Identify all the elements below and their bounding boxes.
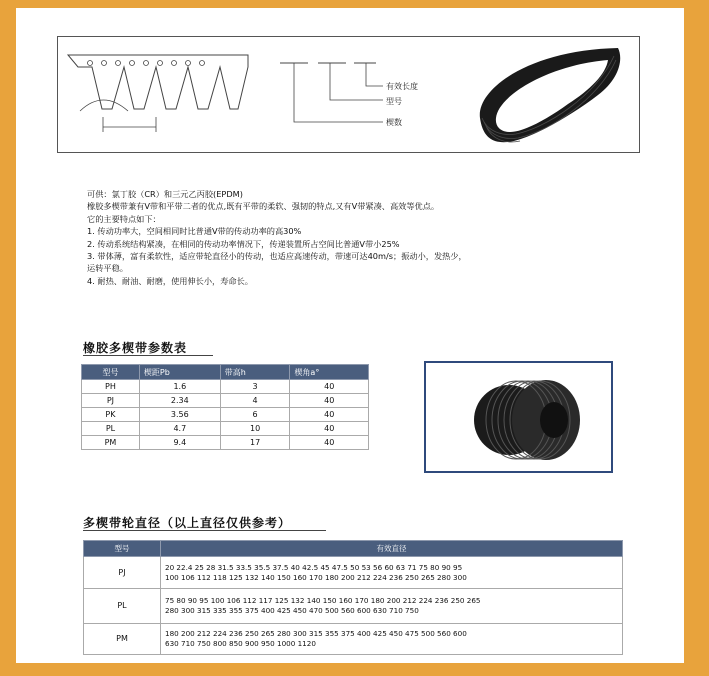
diameter-line: 280 300 315 335 355 375 400 425 450 470 500 560 600 630 710 750: [165, 606, 419, 615]
table-cell: PK: [82, 408, 140, 422]
diameter-cell: [161, 589, 623, 624]
table-row: [82, 436, 369, 450]
description-line: 运转平稳。: [87, 263, 128, 274]
table-cell: PJ: [82, 394, 140, 408]
diameter-table-title: 多楔带轮直径（以上直径仅供参考）: [83, 516, 292, 530]
table-cell: PH: [82, 380, 140, 394]
table-cell: 2.34: [139, 394, 220, 408]
table-row: [84, 624, 623, 655]
label-model: 型号: [386, 97, 402, 106]
table-cell: 40: [290, 394, 369, 408]
table-cell: 3: [220, 380, 290, 394]
diameter-cell: [161, 624, 623, 655]
description-line: 它的主要特点如下：: [87, 213, 161, 224]
diameter-line: 180 200 212 224 236 250 265 280 300 315 355 375 400 425 450 475 500 560 600: [165, 629, 467, 638]
table-cell: 1.6: [139, 380, 220, 394]
table-row: [82, 394, 369, 408]
diameter-table: [83, 540, 623, 655]
diameter-line: 75 80 90 95 100 106 112 117 125 132 140 150 160 170 180 200 212 224 236 250 265: [165, 596, 481, 605]
table-cell: 4: [220, 394, 290, 408]
model-cell: PM: [84, 624, 161, 655]
table-cell: 4.7: [139, 422, 220, 436]
description-line: 4. 耐热、耐油、耐磨，使用伸长小，寿命长。: [87, 275, 253, 286]
description-line: 橡胶多楔带兼有V带和平带二者的优点,既有平带的柔软、强韧的特点,又有V带紧凑、高效等优点。: [87, 201, 440, 212]
table-row: [84, 589, 623, 624]
diameter-table-header: [84, 541, 623, 557]
table-cell: 9.4: [139, 436, 220, 450]
table-row: [84, 557, 623, 589]
model-cell: PL: [84, 589, 161, 624]
table-cell: PM: [82, 436, 140, 450]
label-effective-length: 有效长度: [386, 82, 418, 91]
description-line: 2. 传动系统结构紧凑，在相同的传动功率情况下，传递装置所占空间比普通V带小25%: [87, 238, 400, 249]
table-cell: 6: [220, 408, 290, 422]
description-line: 3. 带体薄，富有柔软性，适应带轮直径小的传动，也适应高速传动，带速可达40m/s；振动小，发热少，: [87, 251, 467, 262]
header-cell: 有效直径: [161, 541, 623, 557]
table-cell: PL: [82, 422, 140, 436]
label-rib-count: 楔数: [386, 118, 402, 127]
description-line: 1. 传动功率大，空间相同时比普通V带的传动功率的高30%: [87, 226, 302, 237]
pulley-photo-frame: [424, 361, 613, 473]
description-line: 可供：氯丁胶（CR）和三元乙丙胶(EPDM): [87, 189, 243, 199]
table-cell: 40: [290, 436, 369, 450]
table-cell: 17: [220, 436, 290, 450]
belt-photo: [468, 40, 628, 146]
table-row: [82, 380, 369, 394]
header-cell: 型号: [84, 541, 161, 557]
table-cell: 40: [290, 422, 369, 436]
header-cell: 楔角a°: [290, 365, 369, 380]
params-title-rule: [83, 355, 213, 356]
diameter-cell: [161, 557, 623, 589]
belt-cross-section-diagram: [58, 37, 398, 152]
params-table-title: 橡胶多楔带参数表: [83, 341, 188, 355]
header-cell: 带高h: [220, 365, 290, 380]
diameter-line: 630 710 750 800 850 900 950 1000 1120: [165, 639, 316, 648]
table-cell: 40: [290, 380, 369, 394]
table-cell: 10: [220, 422, 290, 436]
model-cell: PJ: [84, 557, 161, 589]
pulley-photo: [426, 363, 611, 471]
diameter-line: 20 22.4 25 28 31.5 33.5 35.5 37.5 40 42.5 45 47.5 50 53 56 60 63 71 75 80 90 95: [165, 562, 463, 572]
header-cell: 楔距Pb: [139, 365, 220, 380]
table-cell: 3.56: [139, 408, 220, 422]
table-row: [82, 408, 369, 422]
table-cell: 40: [290, 408, 369, 422]
params-table: [81, 364, 369, 450]
diameter-title-rule: [83, 530, 326, 531]
description-text: [87, 188, 467, 287]
diameter-line: 100 106 112 118 125 132 140 150 160 170 180 200 212 224 236 250 265 280 300: [165, 572, 467, 582]
table-row: [82, 422, 369, 436]
header-cell: 型号: [82, 365, 140, 380]
params-table-header: [82, 365, 369, 380]
